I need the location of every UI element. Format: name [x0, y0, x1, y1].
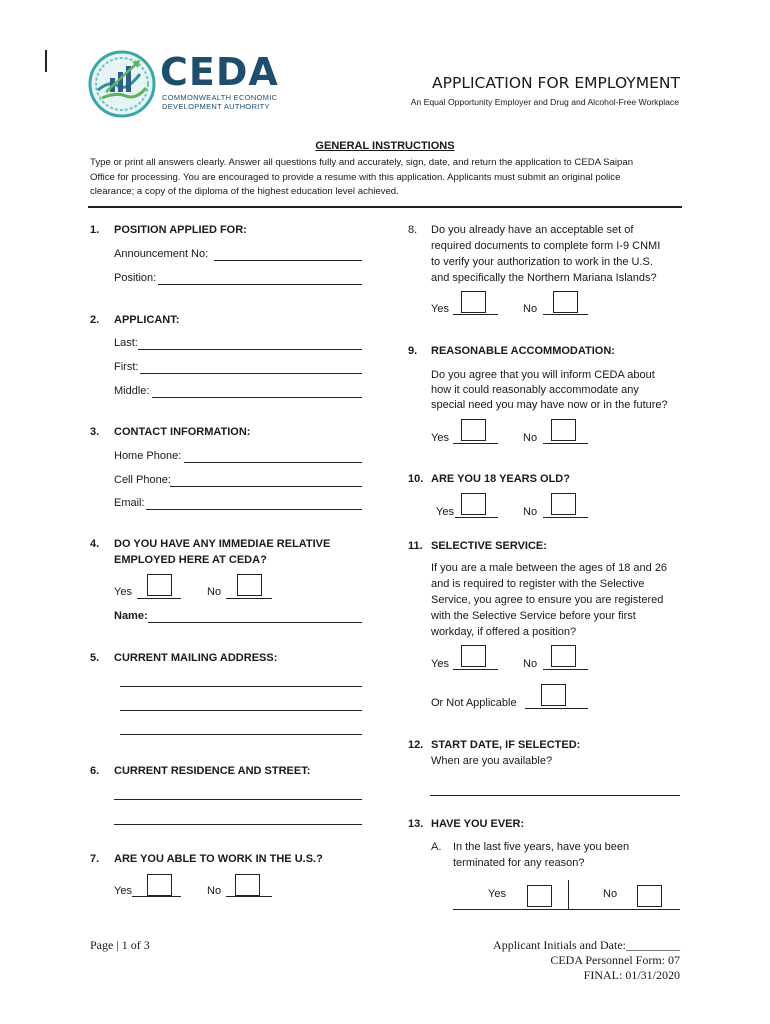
instructions-heading: GENERAL INSTRUCTIONS [315, 140, 455, 152]
q11-no-checkbox[interactable] [551, 645, 576, 667]
q11-title: SELECTIVE SERVICE: [431, 540, 547, 552]
q9-yes-checkbox[interactable] [461, 419, 486, 441]
q11-no-line [543, 669, 588, 670]
instructions-line1: Type or print all answers clearly. Answer all questions fully and accurately, sign, date, and return the application to CEDA Saipan [90, 157, 634, 168]
q6-number: 6. [90, 765, 100, 777]
q9-title: REASONABLE ACCOMMODATION: [431, 345, 615, 357]
q13-no-label: No [603, 888, 618, 900]
cell-phone-input[interactable] [170, 486, 362, 487]
q8-no-label: No [523, 303, 538, 315]
q13-divider [568, 880, 569, 910]
q10-no-line [543, 517, 588, 518]
logo-text: CEDA [160, 50, 279, 94]
q11-na-label: Or Not Applicable [431, 697, 517, 709]
form-number: CEDA Personnel Form: 07 [550, 953, 680, 967]
q3-title: CONTACT INFORMATION: [114, 426, 251, 438]
announcement-label: Announcement No: [114, 248, 209, 260]
final-date: FINAL: 01/31/2020 [583, 968, 680, 982]
q3-number: 3. [90, 426, 100, 438]
q7-number: 7. [90, 853, 100, 865]
q11-line1: If you are a male between the ages of 18 and 26 [431, 562, 668, 574]
q8-line3: to verify your authorization to work in the U.S. [431, 256, 653, 268]
q4-number: 4. [90, 538, 100, 550]
cursor-mark [45, 50, 47, 72]
q13-title: HAVE YOU EVER: [431, 818, 525, 830]
q7-yes-line [132, 896, 181, 897]
q4-yes-checkbox[interactable] [147, 574, 172, 596]
logo-sub1: COMMONWEALTH ECONOMIC [162, 93, 278, 102]
q7-no-label: No [207, 885, 222, 897]
q8-no-checkbox[interactable] [553, 291, 578, 313]
q11-na-checkbox[interactable] [541, 684, 566, 706]
q11-line3: Service, you agree to ensure you are registered [431, 594, 664, 606]
q10-no-checkbox[interactable] [551, 493, 576, 515]
relative-name-label: Name: [114, 610, 148, 622]
q8-yes-checkbox[interactable] [461, 291, 486, 313]
q11-yes-line [453, 669, 498, 670]
q11-line5: workday, if offered a position? [431, 626, 577, 638]
instructions-line3: clearance; a copy of the diploma of the highest education level achieved. [90, 186, 399, 197]
q4-title-line2: EMPLOYED HERE AT CEDA? [114, 554, 267, 566]
q9-line2: how it could reasonably accommodate any [431, 384, 639, 396]
instructions-line2: Office for processing. You are encouraged to provide a resume with this application. Applicants must submit an original police [90, 172, 621, 183]
q11-no-label: No [523, 658, 538, 670]
home-phone-input[interactable] [184, 462, 362, 463]
q13-yes-checkbox[interactable] [527, 885, 552, 907]
q9-yes-label: Yes [431, 432, 449, 444]
middle-name-input[interactable] [152, 397, 362, 398]
q13a-label: A. [431, 841, 442, 853]
q10-yes-label: Yes [436, 506, 454, 518]
q11-line4: with the Selective Service before your first [431, 610, 636, 622]
q7-yes-label: Yes [114, 885, 132, 897]
q2-number: 2. [90, 314, 100, 326]
q9-yes-line [453, 443, 498, 444]
residence-input-2[interactable] [114, 824, 362, 825]
q10-yes-line [455, 517, 498, 518]
q4-no-label: No [207, 586, 222, 598]
email-input[interactable] [146, 509, 362, 510]
q8-yes-line [453, 314, 498, 315]
q8-number: 8. [408, 224, 418, 236]
q11-yes-label: Yes [431, 658, 449, 670]
q8-line4: and specifically the Northern Mariana Islands? [431, 272, 657, 284]
q13-no-checkbox[interactable] [637, 885, 662, 907]
q9-no-checkbox[interactable] [551, 419, 576, 441]
cell-phone-label: Cell Phone: [114, 474, 171, 486]
start-date-input[interactable] [430, 795, 680, 796]
q5-title: CURRENT MAILING ADDRESS: [114, 652, 278, 664]
q10-title: ARE YOU 18 YEARS OLD? [431, 473, 570, 485]
q4-title-line1: DO YOU HAVE ANY IMMEDIAE RELATIVE [114, 538, 331, 550]
initials-date: Applicant Initials and Date:_________ [493, 938, 680, 952]
relative-name-input[interactable] [148, 622, 362, 623]
q13-number: 13. [408, 818, 424, 830]
home-phone-label: Home Phone: [114, 450, 182, 462]
q11-number: 11. [408, 540, 423, 552]
first-name-label: First: [114, 361, 139, 373]
q12-sub: When are you available? [431, 755, 553, 767]
q11-yes-checkbox[interactable] [461, 645, 486, 667]
q13a-line2: terminated for any reason? [453, 857, 585, 869]
q7-no-checkbox[interactable] [235, 874, 260, 896]
announcement-input[interactable] [214, 260, 362, 261]
instructions-divider [88, 206, 682, 208]
last-name-label: Last: [114, 337, 138, 349]
q4-yes-line [137, 598, 181, 599]
page-subtitle: An Equal Opportunity Employer and Drug and Alcohol-Free Workplace [410, 97, 679, 107]
q1-title: POSITION APPLIED FOR: [114, 224, 247, 236]
q4-no-checkbox[interactable] [237, 574, 262, 596]
q11-na-line [525, 708, 588, 709]
q9-line3: special need you may have now or in the future? [431, 399, 668, 411]
mailing-address-input-2[interactable] [120, 710, 362, 711]
q12-number: 12. [408, 739, 424, 751]
q13-table-line [453, 909, 680, 910]
q2-title: APPLICANT: [114, 314, 180, 326]
middle-name-label: Middle: [114, 385, 150, 397]
globe-icon [88, 50, 156, 118]
mailing-address-input-1[interactable] [120, 686, 362, 687]
page-number: Page | 1 of 3 [90, 938, 150, 952]
q10-no-label: No [523, 506, 538, 518]
email-label: Email: [114, 497, 145, 509]
q13-yes-label: Yes [488, 888, 506, 900]
ceda-logo [88, 50, 298, 120]
residence-input-1[interactable] [114, 799, 362, 800]
q11-line2: and is required to register with the Selective [431, 578, 645, 590]
q8-yes-label: Yes [431, 303, 449, 315]
mailing-address-input-3[interactable] [120, 734, 362, 735]
q8-line1: Do you already have an acceptable set of [431, 224, 634, 236]
q9-no-label: No [523, 432, 538, 444]
q10-yes-checkbox[interactable] [461, 493, 486, 515]
q13a-line1: In the last five years, have you been [453, 841, 630, 853]
q6-title: CURRENT RESIDENCE AND STREET: [114, 765, 311, 777]
q8-line2: required documents to complete form I-9 CNMI [431, 240, 661, 252]
page-title: APPLICATION FOR EMPLOYMENT [432, 74, 680, 92]
position-label: Position: [114, 272, 157, 284]
q12-title: START DATE, IF SELECTED: [431, 739, 581, 751]
first-name-input[interactable] [140, 373, 362, 374]
q4-yes-label: Yes [114, 586, 132, 598]
q9-line1: Do you agree that you will inform CEDA about [431, 369, 655, 381]
last-name-input[interactable] [138, 349, 362, 350]
q9-no-line [543, 443, 588, 444]
q9-number: 9. [408, 345, 418, 357]
logo-sub2: DEVELOPMENT AUTHORITY [162, 102, 270, 111]
q8-no-line [543, 314, 588, 315]
q4-no-line [226, 598, 272, 599]
q10-number: 10. [408, 473, 424, 485]
q7-no-line [226, 896, 272, 897]
q1-number: 1. [90, 224, 100, 236]
position-input[interactable] [158, 284, 362, 285]
q7-yes-checkbox[interactable] [147, 874, 172, 896]
q5-number: 5. [90, 652, 100, 664]
q7-title: ARE YOU ABLE TO WORK IN THE U.S.? [114, 853, 323, 865]
